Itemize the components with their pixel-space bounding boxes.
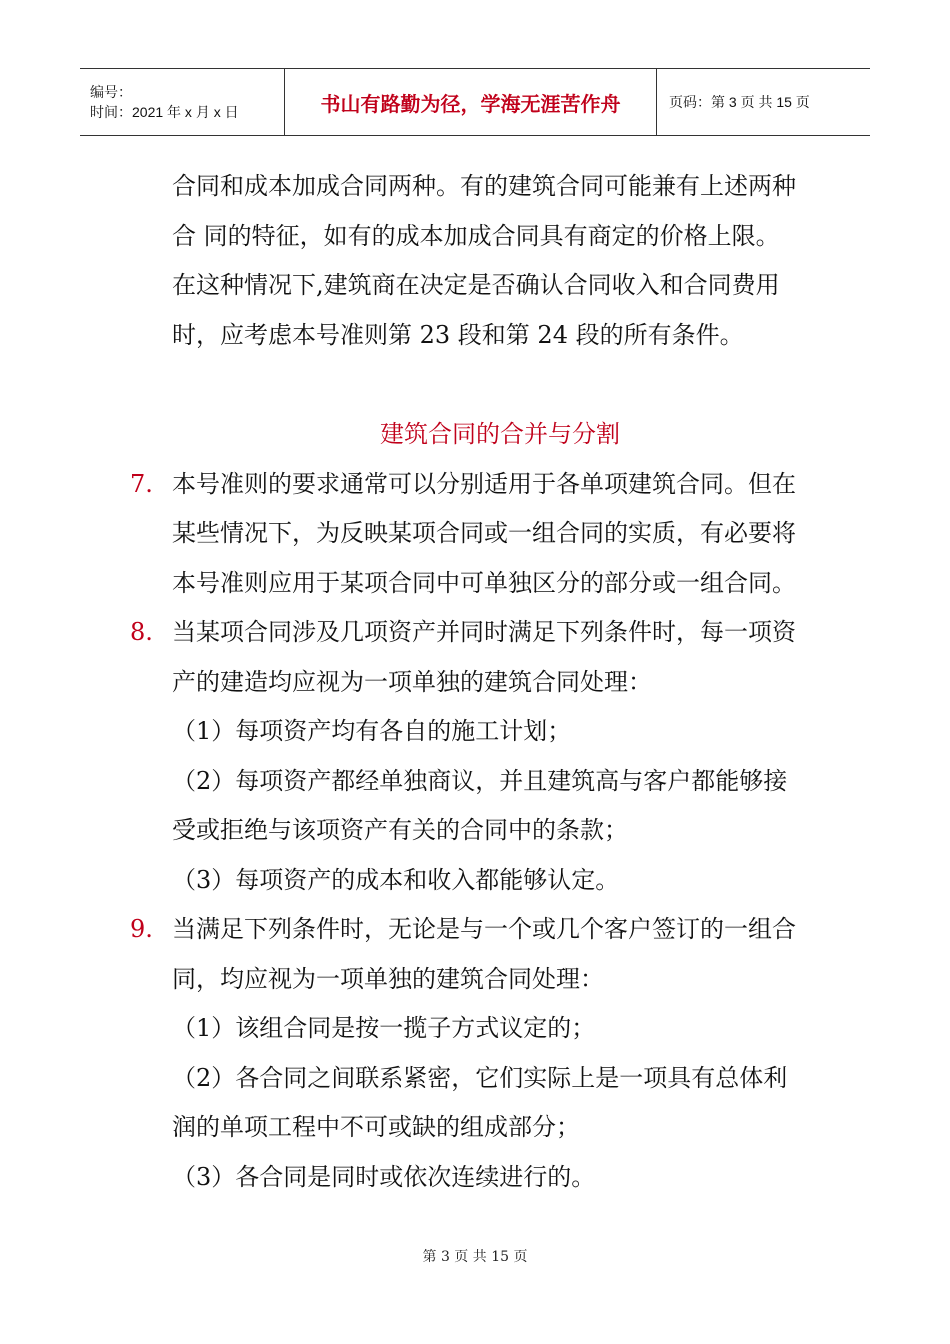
intro-paragraph bbox=[130, 162, 840, 360]
text-line: 合同和成本加成合同两种。有的建筑合同可能兼有上述两种 bbox=[172, 172, 796, 200]
text-line: 在这种情况下,建筑商在决定是否确认合同收入和合同费用 bbox=[172, 271, 780, 299]
text-line: （1）每项资产均有各自的施工计划； bbox=[172, 717, 572, 745]
list-item-9 bbox=[130, 905, 840, 1202]
item-text bbox=[172, 905, 796, 1202]
text-line: 润的单项工程中不可或缺的组成部分； bbox=[172, 1113, 580, 1141]
text-line: 本号准则应用于某项合同中可单独区分的部分或一组合同。 bbox=[172, 568, 796, 597]
section-heading: 建筑合同的合并与分割 bbox=[380, 420, 620, 448]
page-header bbox=[80, 68, 870, 136]
text-line: 同，均应视为一项单独的建筑合同处理： bbox=[172, 964, 604, 993]
header-page-info bbox=[657, 69, 870, 135]
time-label: 时间：2021 年 x 月 x 日 bbox=[90, 104, 239, 120]
text-line: （1）该组合同是按一揽子方式议定的； bbox=[172, 1014, 596, 1042]
list-item-8 bbox=[130, 608, 840, 905]
list-item-7 bbox=[130, 460, 840, 609]
page-footer: 第 3 页 共 15 页 bbox=[422, 1249, 528, 1265]
text-line: （3）各合同是同时或依次连续进行的。 bbox=[172, 1162, 596, 1191]
text-line: 合 同的特征，如有的成本加成合同具有商定的价格上限。 bbox=[172, 221, 780, 250]
header-meta bbox=[80, 69, 284, 135]
text-line: 当满足下列条件时，无论是与一个或几个客户签订的一组合 bbox=[172, 915, 796, 943]
text-line: 产的建造均应视为一项单独的建筑合同处理： bbox=[172, 667, 652, 696]
text-line: 时，应考虑本号准则第 23 段和第 24 段的所有条件。 bbox=[172, 320, 744, 349]
motto-text: 书山有路勤为径，学海无涯苦作舟 bbox=[320, 91, 621, 116]
header-motto bbox=[284, 69, 657, 135]
text-line: 某些情况下，为反映某项合同或一组合同的实质，有必要将 bbox=[172, 519, 796, 547]
text-line: （2）各合同之间联系紧密，它们实际上是一项具有总体利 bbox=[172, 1063, 788, 1092]
item-number: 7. bbox=[130, 469, 153, 498]
text-line: 本号准则的要求通常可以分别适用于各单项建筑合同。但在 bbox=[172, 469, 796, 498]
item-number: 9. bbox=[130, 915, 153, 943]
text-line: （2）每项资产都经单独商议，并且建筑高与客户都能够接 bbox=[172, 766, 788, 795]
item-number: 8. bbox=[130, 618, 153, 646]
item-text bbox=[172, 460, 796, 609]
text-line: 当某项合同涉及几项资产并同时满足下列条件时，每一项资 bbox=[172, 618, 796, 646]
number-label: 编号： bbox=[90, 84, 132, 100]
text-line: 受或拒绝与该项资产有关的合同中的条款； bbox=[172, 816, 628, 844]
page-info-text: 页码：第 3 页 共 15 页 bbox=[669, 94, 810, 110]
text-line: （3）每项资产的成本和收入都能够认定。 bbox=[172, 865, 620, 894]
document-body bbox=[130, 162, 840, 1202]
item-text bbox=[172, 608, 796, 905]
